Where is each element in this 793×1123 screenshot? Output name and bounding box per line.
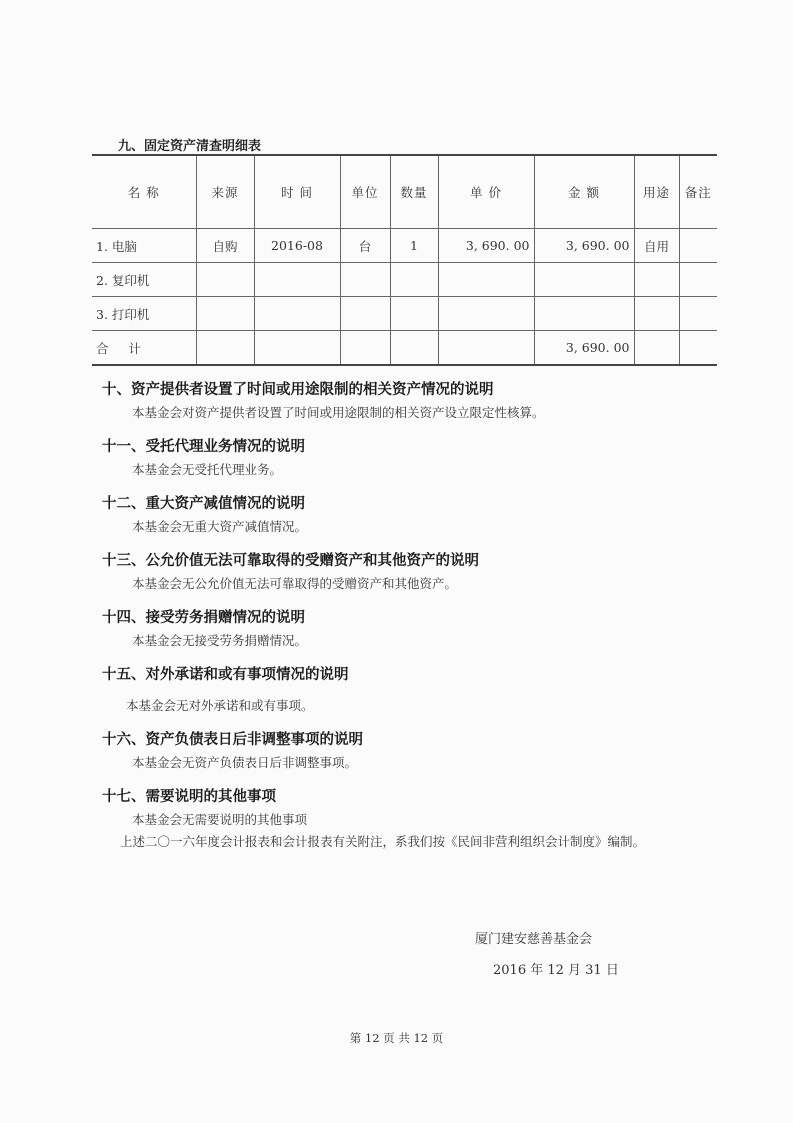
table-row bbox=[92, 229, 717, 263]
cell-usage bbox=[634, 263, 679, 297]
total-amount: 3, 690. 00 bbox=[534, 331, 634, 366]
cell-source: 自购 bbox=[196, 229, 254, 263]
section-body: 本基金会无需要说明的其他事项 bbox=[132, 812, 308, 827]
section-sixteen bbox=[102, 728, 742, 774]
header-source: 来源 bbox=[196, 155, 254, 229]
header-quantity: 数量 bbox=[390, 155, 438, 229]
cell-source bbox=[196, 297, 254, 331]
total-empty-cell bbox=[196, 331, 254, 366]
section-title: 十七、需要说明的其他事项 bbox=[102, 788, 276, 805]
header-remarks: 备注 bbox=[679, 155, 717, 229]
cell-remarks bbox=[679, 297, 717, 331]
cell-quantity bbox=[390, 297, 438, 331]
signature-date: 2016 年 12 月 31 日 bbox=[493, 963, 619, 978]
section-thirteen bbox=[102, 549, 742, 595]
section-fourteen bbox=[102, 606, 742, 652]
section-title: 十二、重大资产减值情况的说明 bbox=[102, 495, 305, 512]
total-empty-cell bbox=[390, 331, 438, 366]
section-title: 十三、公允价值无法可靠取得的受赠资产和其他资产的说明 bbox=[102, 552, 479, 569]
cell-unit-price bbox=[438, 263, 534, 297]
cell-quantity bbox=[390, 263, 438, 297]
section-body: 本基金会无对外承诺和或有事项。 bbox=[126, 698, 314, 713]
total-label: 合 计 bbox=[92, 331, 196, 366]
section-body: 本基金会无资产负债表日后非调整事项。 bbox=[132, 755, 358, 770]
cell-name: 2. 复印机 bbox=[92, 263, 196, 297]
table-header-row bbox=[92, 155, 717, 229]
cell-remarks bbox=[679, 263, 717, 297]
table-row bbox=[92, 297, 717, 331]
total-empty-cell bbox=[679, 331, 717, 366]
section-body: 本基金会无重大资产减值情况。 bbox=[132, 519, 308, 534]
total-empty-cell bbox=[340, 331, 390, 366]
signature-block bbox=[475, 928, 619, 983]
organization-name: 厦门建安慈善基金会 bbox=[475, 932, 593, 947]
cell-source bbox=[196, 263, 254, 297]
cell-usage bbox=[634, 297, 679, 331]
section-body: 本基金会无接受劳务捐赠情况。 bbox=[132, 633, 308, 648]
closing-statement: 上述二〇一六年度会计报表和会计报表有关附注，系我们按《民间非营利组织会计制度》编制。 bbox=[120, 834, 646, 849]
section-eleven bbox=[102, 435, 742, 481]
cell-amount: 3, 690. 00 bbox=[534, 229, 634, 263]
section-seventeen bbox=[102, 785, 742, 853]
cell-time bbox=[254, 263, 340, 297]
notes-sections bbox=[102, 378, 742, 864]
total-empty-cell bbox=[438, 331, 534, 366]
cell-remarks bbox=[679, 229, 717, 263]
section-title: 十六、资产负债表日后非调整事项的说明 bbox=[102, 731, 363, 748]
page-number: 第 12 页 共 12 页 bbox=[349, 1031, 444, 1045]
header-amount: 金 额 bbox=[534, 155, 634, 229]
cell-unit bbox=[340, 297, 390, 331]
cell-unit-price bbox=[438, 297, 534, 331]
cell-unit-price: 3, 690. 00 bbox=[438, 229, 534, 263]
section-title: 十、资产提供者设置了时间或用途限制的相关资产情况的说明 bbox=[102, 381, 494, 398]
table-total-row bbox=[92, 331, 717, 366]
section-body: 本基金会对资产提供者设置了时间或用途限制的相关资产设立限定性核算。 bbox=[132, 405, 545, 420]
header-usage: 用途 bbox=[634, 155, 679, 229]
header-time: 时 间 bbox=[254, 155, 340, 229]
section-body: 本基金会无受托代理业务。 bbox=[132, 462, 283, 477]
cell-name: 1. 电脑 bbox=[92, 229, 196, 263]
table-row bbox=[92, 263, 717, 297]
section-title: 十五、对外承诺和或有事项情况的说明 bbox=[102, 666, 349, 683]
cell-time bbox=[254, 297, 340, 331]
total-empty-cell bbox=[634, 331, 679, 366]
section-title: 十一、受托代理业务情况的说明 bbox=[102, 438, 305, 455]
cell-time: 2016-08 bbox=[254, 229, 340, 263]
cell-amount bbox=[534, 297, 634, 331]
cell-usage: 自用 bbox=[634, 229, 679, 263]
cell-amount bbox=[534, 263, 634, 297]
cell-name: 3. 打印机 bbox=[92, 297, 196, 331]
total-empty-cell bbox=[254, 331, 340, 366]
cell-unit: 台 bbox=[340, 229, 390, 263]
cell-unit bbox=[340, 263, 390, 297]
section-ten bbox=[102, 378, 742, 424]
cell-quantity: 1 bbox=[390, 229, 438, 263]
section-twelve bbox=[102, 492, 742, 538]
section-body: 本基金会无公允价值无法可靠取得的受赠资产和其他资产。 bbox=[132, 576, 458, 591]
section-title: 十四、接受劳务捐赠情况的说明 bbox=[102, 609, 305, 626]
header-unit: 单位 bbox=[340, 155, 390, 229]
section-nine-title: 九、固定资产清查明细表 bbox=[118, 139, 262, 154]
fixed-assets-table bbox=[92, 154, 717, 366]
header-unit-price: 单 价 bbox=[438, 155, 534, 229]
header-name: 名 称 bbox=[92, 155, 196, 229]
section-fifteen bbox=[102, 663, 742, 717]
